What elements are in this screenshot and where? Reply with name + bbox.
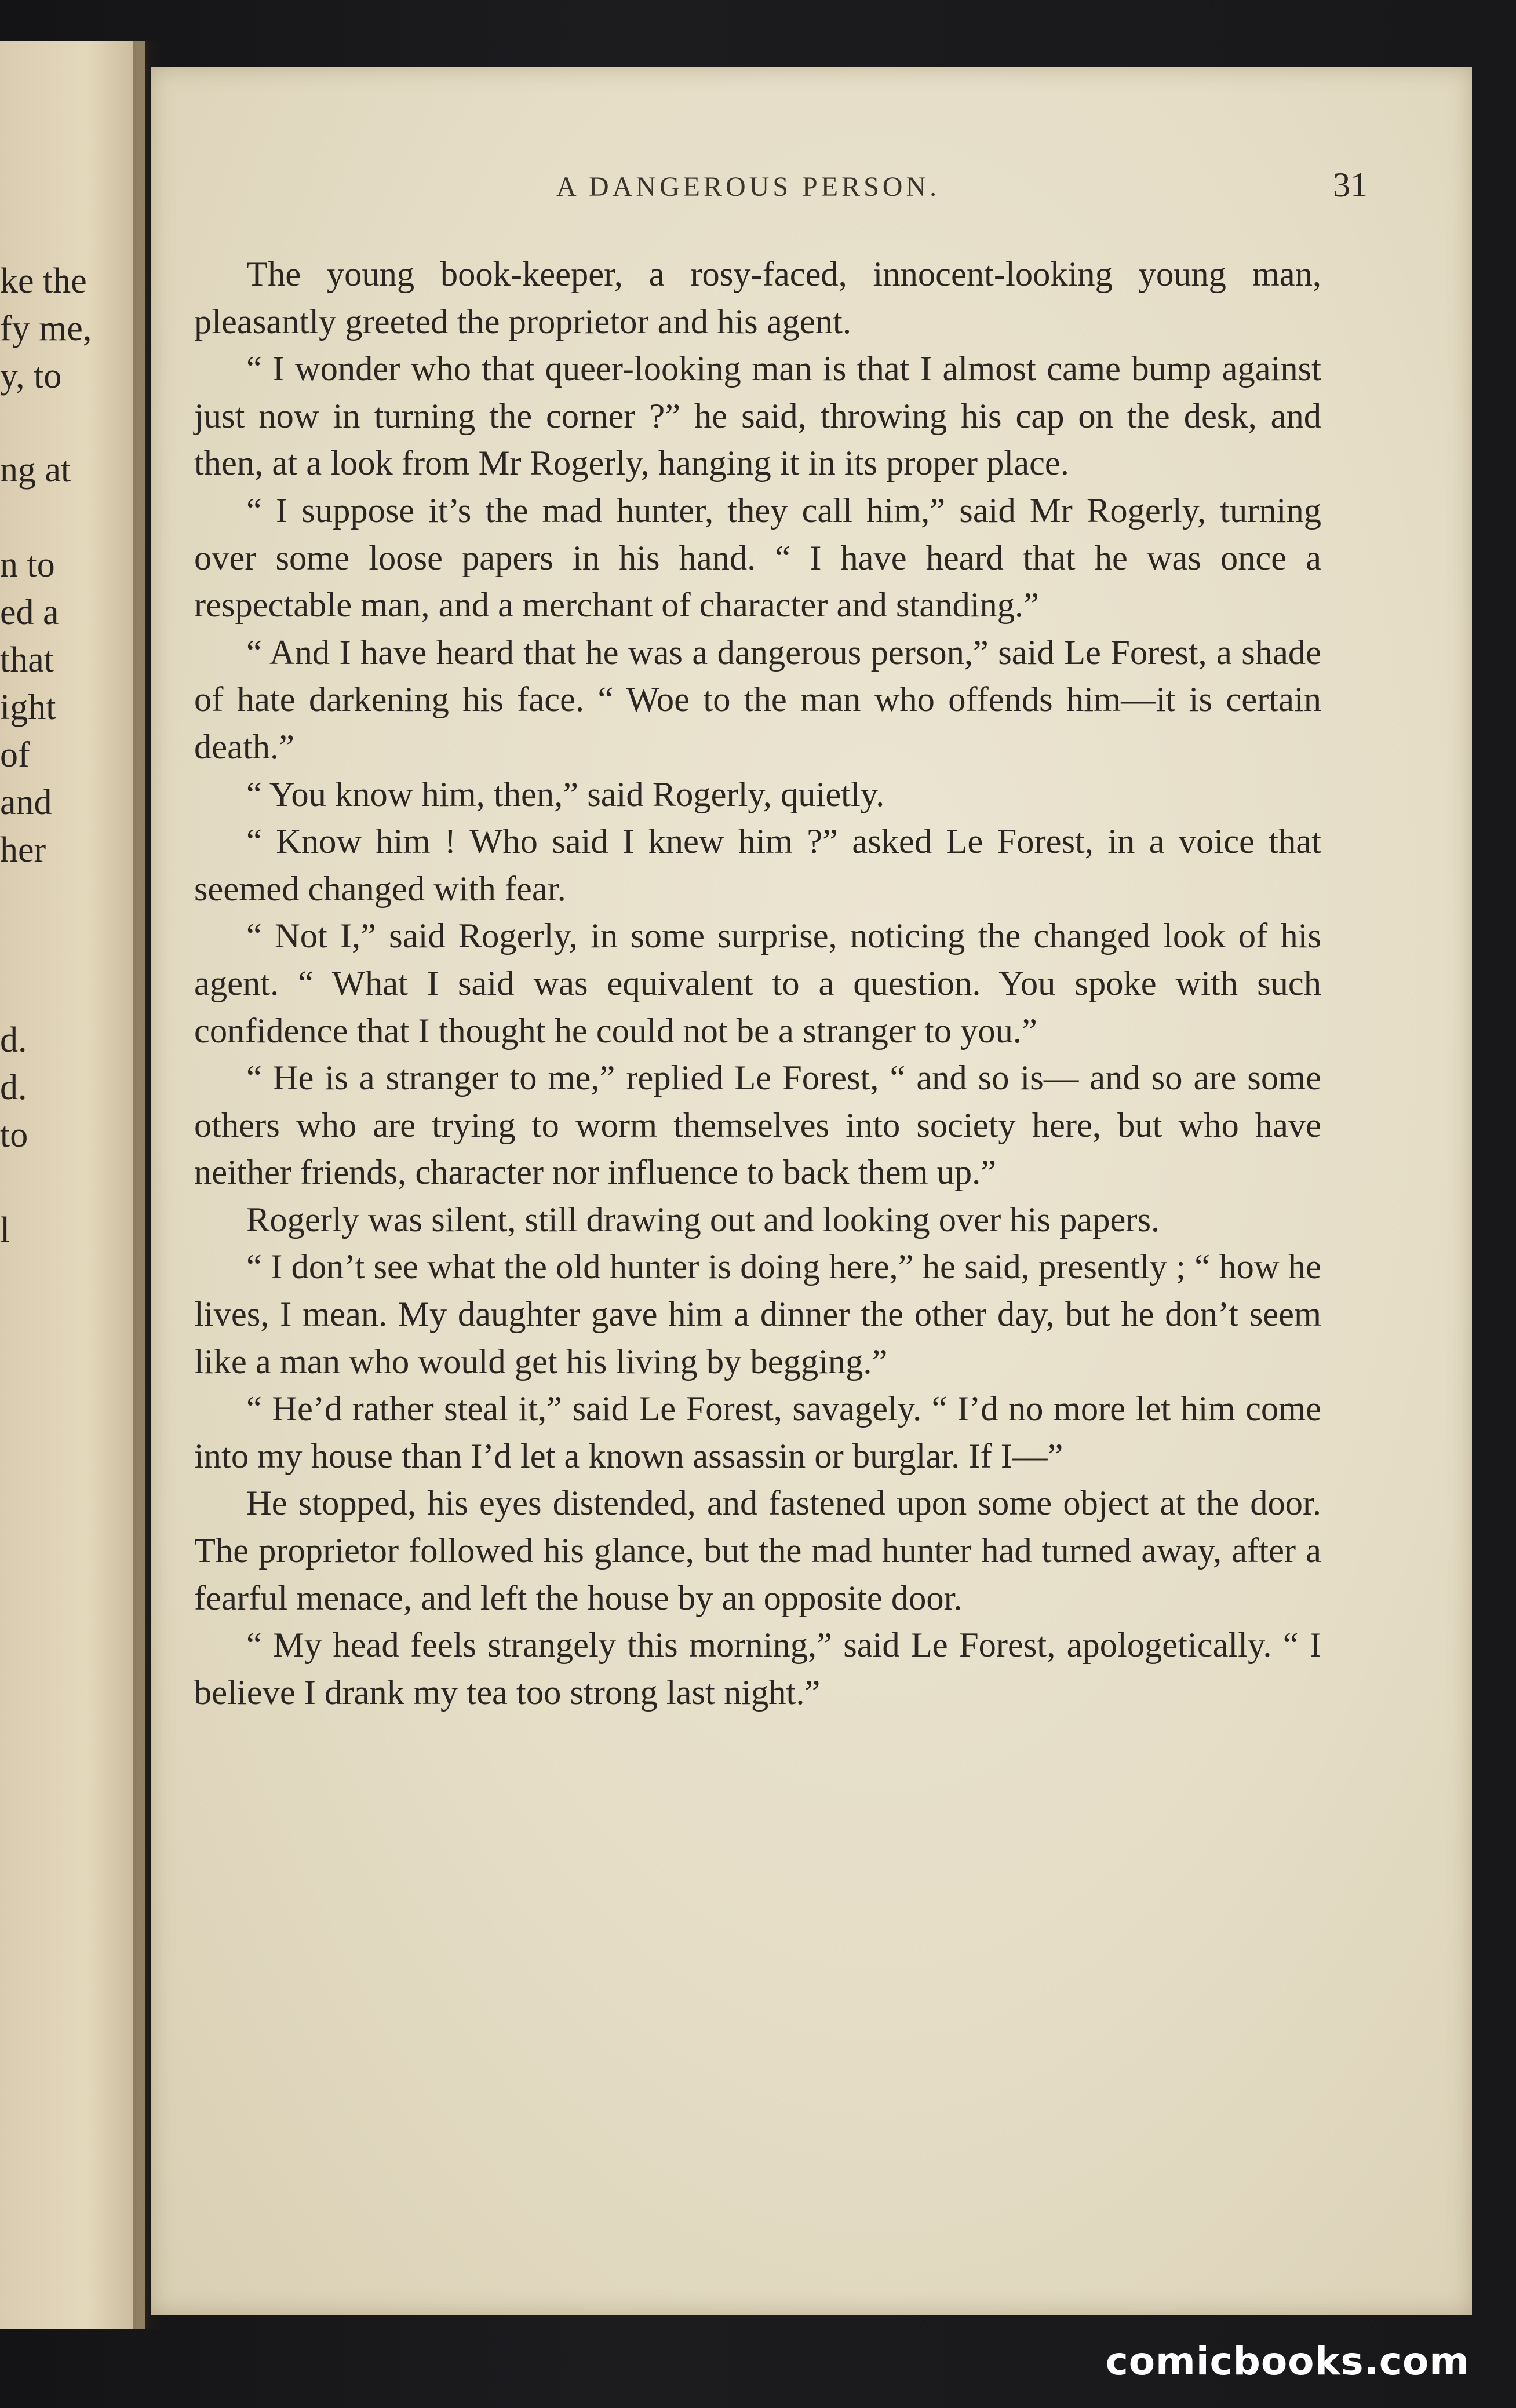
left-page-fragment: to xyxy=(0,1115,28,1155)
left-page-fragment: of xyxy=(0,735,30,775)
left-page-fragment: fy me, xyxy=(0,309,92,348)
paragraph: “ He’d rather steal it,” said Le Forest, savagely. “ I’d no more let him come into my house than I’d let a known assassin or burglar. If I—” xyxy=(194,1389,1321,1476)
paragraph: “ Know him ! Who said I knew him ?” asked Le Forest, in a voice that seemed changed with fear. xyxy=(194,822,1321,909)
left-page-fragment: ng at xyxy=(0,450,71,490)
paragraph: “ Not I,” said Rogerly, in some surprise, noticing the changed look of his agent. “ What I said was equivalent to a question. You spoke with such confidence that I thought he could not be a stranger to you.” xyxy=(194,917,1321,1050)
left-page-fragment: ke the xyxy=(0,261,87,301)
left-page-fragment: l xyxy=(0,1210,10,1250)
left-page-fragment: her xyxy=(0,830,46,870)
left-page-fragment: n to xyxy=(0,545,55,585)
left-page-fragment: y, to xyxy=(0,356,62,396)
body-text xyxy=(194,251,1321,1716)
left-page-fragment: d. xyxy=(0,1068,27,1107)
paragraph: He stopped, his eyes distended, and fastened upon some object at the door. The proprietor followed his glance, but the mad hunter had turned away, after a fearful menace, and left the house by an opposite door. xyxy=(194,1484,1321,1618)
paragraph: “ I suppose it’s the mad hunter, they call him,” said Mr Rogerly, turning over some loose papers in his hand. “ I have heard that he was once a respectable man, and a merchant of character and standing.” xyxy=(194,491,1321,625)
running-title: A DANGEROUS PERSON. xyxy=(556,172,941,202)
paragraph: “ He is a stranger to me,” replied Le Forest, “ and so is— and so are some others who are trying to worm themselves into society here, but who have neither friends, character nor influence to back them up.” xyxy=(194,1059,1321,1192)
site-watermark: comicbooks.com xyxy=(1105,2339,1470,2384)
paragraph: “ I don’t see what the old hunter is doing here,” he said, presently ; “ how he lives, I mean. My daughter gave him a dinner the other day, but he don’t seem like a man who would get his living by begging.” xyxy=(194,1247,1321,1381)
paragraph: “ I wonder who that queer-looking man is that I almost came bump against just now in turning the corner ?” he said, throwing his cap on the desk, and then, at a look from Mr Rogerly, hanging it in its proper place. xyxy=(194,349,1321,483)
paragraph: “ You know him, then,” said Rogerly, quietly. xyxy=(246,775,885,814)
book-page xyxy=(151,67,1472,2315)
paragraph: “ My head feels strangely this morning,” said Le Forest, apologetically. “ I believe I drank my tea too strong last night.” xyxy=(194,1626,1321,1712)
paragraph: The young book-keeper, a rosy-faced, innocent-looking young man, pleasantly greeted the proprietor and his agent. xyxy=(194,255,1321,341)
running-head xyxy=(151,165,1472,211)
left-page-edge xyxy=(0,41,145,2329)
left-page-fragment: and xyxy=(0,783,52,822)
left-page-fragment: d. xyxy=(0,1020,27,1060)
paragraph: “ And I have heard that he was a dangerous person,” said Le Forest, a shade of hate darkening his face. “ Woe to the man who offends him—it is certain death.” xyxy=(194,633,1321,767)
paragraph: Rogerly was silent, still drawing out and looking over his papers. xyxy=(246,1200,1160,1239)
left-page-fragment: ed a xyxy=(0,593,59,632)
left-page-fragment: ight xyxy=(0,688,56,727)
page-number: 31 xyxy=(1333,166,1368,204)
left-page-fragment: that xyxy=(0,640,54,680)
